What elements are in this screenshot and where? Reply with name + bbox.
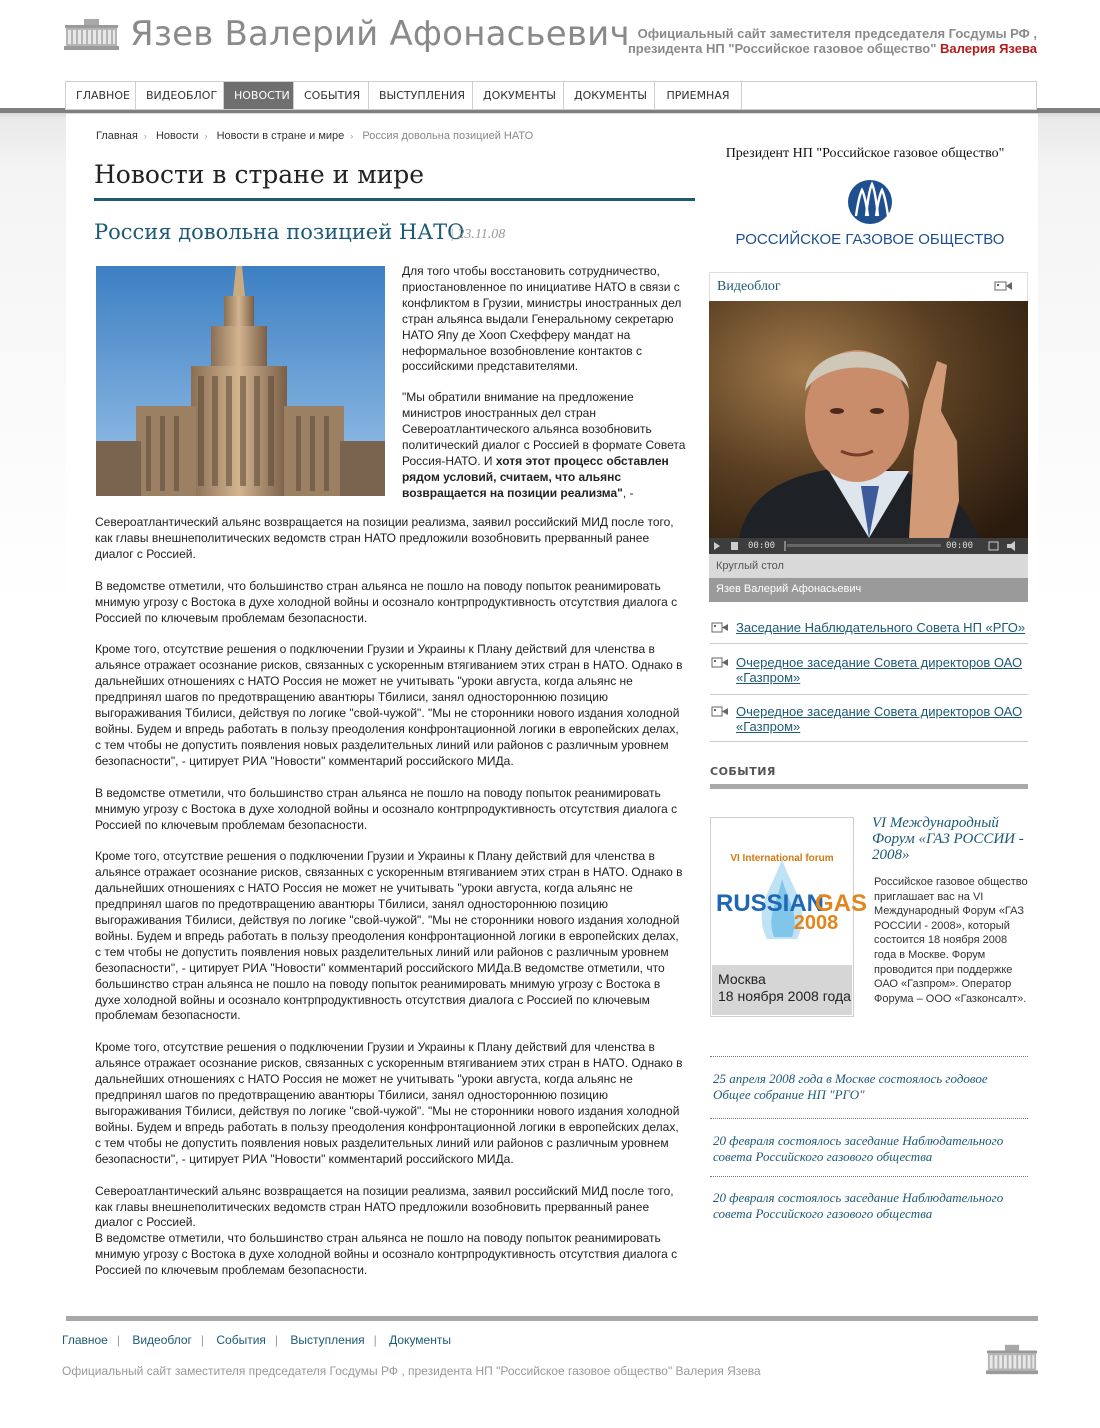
video-link[interactable]	[710, 655, 1028, 685]
footer-link-videoblog[interactable]: Видеоблог	[132, 1333, 192, 1347]
divider	[710, 694, 1028, 695]
event-date: 18 ноября 2008 года	[718, 988, 851, 1004]
page-title: Новости в стране и мире	[94, 160, 425, 189]
rgo-logo[interactable]	[730, 178, 1010, 250]
article-lead	[402, 264, 687, 517]
article-quote	[402, 390, 687, 501]
video-player[interactable]	[709, 301, 1028, 538]
main-nav	[65, 81, 1037, 110]
breadcrumb-separator-icon: ›	[143, 131, 147, 141]
nav-item-documents[interactable]: ДОКУМЕНТЫ	[473, 82, 564, 109]
video-camera-icon	[711, 657, 729, 668]
nav-item-videoblog[interactable]: ВИДЕОБЛОГ	[136, 82, 224, 109]
events-heading: СОБЫТИЯ	[710, 765, 776, 778]
video-link[interactable]	[710, 704, 1028, 734]
footer-link-speeches[interactable]: Выступления	[290, 1333, 365, 1347]
video-link-label[interactable]: Очередное заседание Совета директоров ОАО «Газпром»	[736, 655, 1023, 685]
article-paragraph: Кроме того, отсутствие решения о подключении Грузии и Украины к Плану действий для членства в альянсе отражает осознание рисков, связанных с ускоренным втягиванием этих стран в НАТО. Однако в дальнейших отношениях с НАТО Россия не может не учитывать "уроки августа, когда альянс не предпринял шагов по предотвращению авантюры Тбилиси, занял одностороннюю позицию выгораживания Тбилиси, действуя по логике "свой-чужой". "Мы не сторонники нового издания холодной войны. Будем и впредь работать в пользу преодоления конфронтационной логики в европейских делах, с тем чтобы не допустить появления новых разделительных линий или районов с различным уровнем безопасности", - цитирует РИА "Новости" комментарий российского МИДа.	[95, 1040, 683, 1166]
volume-icon	[1007, 541, 1015, 551]
divider	[710, 643, 1028, 644]
site-description-line2: президента НП "Российское газовое общество"	[627, 41, 937, 56]
event-place-date	[712, 965, 852, 1015]
site-description-name: Валерия Язева	[940, 41, 1037, 56]
play-icon	[714, 542, 720, 550]
breadcrumb-current: Россия довольна позицией НАТО	[362, 130, 534, 142]
article-date: | 23.11.08	[450, 227, 506, 242]
rgo-logo-text: РОССИЙСКОЕ ГАЗОВОЕ ОБЩЕСТВО	[735, 231, 1005, 248]
duma-building-icon[interactable]	[64, 18, 119, 50]
site-description	[617, 26, 1037, 56]
video-controls	[709, 538, 1028, 554]
duma-building-icon	[986, 1343, 1038, 1375]
article-paragraph: Североатлантический альянс возвращается на позиции реализма, заявил российский МИД после того, как главы внешнеполитических ведомств стран НАТО предложили возобновить прерванный ранее диалог с Россией.	[95, 515, 674, 561]
video-camera-icon	[711, 622, 729, 633]
article-paragraph: В ведомстве отметили, что большинство стран альянса не пошло на поводу попыток реанимировать мнимую угрозу с Востока в духе холодной войны и осознало контрпродуктивность отсутствия диалога с Россией по ключевым проблемам безопасности.	[95, 785, 678, 832]
video-link-label[interactable]: Заседание Наблюдательного Совета НП «РГО»	[736, 620, 1026, 635]
video-camera-icon	[994, 280, 1014, 292]
event-list-item[interactable]: 20 февраля состоялось заседание Наблюдательного совета Российского газового общества	[713, 1190, 1004, 1221]
russian-gas-banner[interactable]	[712, 819, 868, 965]
divider	[710, 1118, 1028, 1119]
article-last-paragraph-a: Североатлантический альянс возвращается на позиции реализма, заявил российский МИД после того, как главы внешнеполитических ведомств стран НАТО предложили возобновить прерванный ранее диалог с Россией.	[95, 1183, 674, 1230]
event-description: Российское газовое общество приглашает вас на VI Международный Форум «ГАЗ РОССИИ - 2008», который состоится 18 ноября 2008 года в Москве. Форум проводится при поддержке ОАО «Газпром». Оператор Форума – ООО «Газконсалт».	[874, 876, 1028, 1005]
banner-year-text: 2008	[793, 912, 839, 934]
footer-nav	[62, 1333, 451, 1347]
article-paragraph: Кроме того, отсутствие решения о подключении Грузии и Украины к Плану действий для членства в альянсе отражает осознание рисков, связанных с ускоренным втягиванием этих стран в НАТО. Однако в дальнейших отношениях с НАТО Россия не может не учитывать "уроки августа, когда альянс не предпринял шагов по предотвращению авантюры Тбилиси, занял одностороннюю позицию выгораживания Тбилиси, действуя по логике "свой-чужой". "Мы не сторонники нового издания холодной войны. Будем и впредь работать в пользу преодоления конфронтационной логики в европейских делах, с тем чтобы не допустить появления новых разделительных линий или районов с различным уровнем безопасности", - цитирует РИА "Новости" комментарий российского МИДа.В ведомстве отметили, что большинство стран альянса не пошло на поводу попыток реанимировать мнимую угрозу с Востока в духе холодной войны и осознало контрпродуктивность отсутствия диалога с Россией по ключевым проблемам безопасности.	[95, 849, 683, 1023]
site-header	[0, 0, 1100, 80]
video-link-label[interactable]: Очередное заседание Совета директоров ОАО «Газпром»	[736, 704, 1023, 734]
video-camera-icon	[711, 706, 729, 717]
breadcrumb-separator-icon: ›	[204, 131, 208, 141]
events-divider	[710, 784, 1028, 789]
stop-icon	[731, 542, 738, 550]
fullscreen-icon	[989, 542, 998, 550]
footer-link-documents[interactable]: Документы	[389, 1333, 451, 1347]
article-title: Россия довольна позицией НАТО	[94, 220, 465, 244]
footer-link-events[interactable]: События	[216, 1333, 266, 1347]
breadcrumb-world-news[interactable]: Новости в стране и мире	[216, 130, 345, 142]
nav-item-speeches[interactable]: ВЫСТУПЛЕНИЯ	[369, 82, 473, 109]
site-description-line1: Официальный сайт заместителя председателя Госдумы РФ ,	[637, 26, 1037, 41]
banner-main-text-2: GAS	[815, 890, 868, 917]
article-paragraph	[95, 1184, 685, 1279]
article-quote-end: , -	[622, 485, 634, 500]
event-place: Москва	[718, 971, 766, 987]
article-paragraph: В ведомстве отметили, что большинство стран альянса не пошло на поводу попыток реанимировать мнимую угрозу с Востока в духе холодной войны и осознало контрпродуктивность отсутствия диалога с Россией по ключевым проблемам безопасности.	[95, 578, 678, 625]
video-caption-author: Язев Валерий Афонасьевич	[709, 578, 1028, 602]
breadcrumb	[96, 130, 539, 142]
breadcrumb-home[interactable]: Главная	[96, 130, 138, 142]
banner-top-text: VI International forum	[730, 853, 834, 864]
footer-copyright: Официальный сайт заместителя председателя Госдумы РФ , президента НП "Российское газовое общество" Валерия Язева	[62, 1364, 761, 1378]
video-link[interactable]	[710, 620, 1028, 635]
footer-separator: |	[116, 1333, 120, 1347]
article-body	[95, 515, 685, 1295]
event-list-item[interactable]: 25 апреля 2008 года в Москве состоялось годовое Общее собрание НП "РГО"	[713, 1071, 988, 1102]
video-caption-title: Круглый стол	[709, 554, 1028, 578]
article-last-paragraph-b: В ведомстве отметили, что большинство стран альянса не пошло на поводу попыток реанимировать мнимую угрозу с Востока в духе холодной войны и осознало контрпродуктивность отсутствия диалога с Россией по ключевым проблемам безопасности.	[95, 1231, 678, 1278]
article-photo	[96, 266, 385, 496]
video-time-current: 00:00	[748, 541, 776, 551]
title-divider	[94, 198, 695, 201]
footer-separator: |	[373, 1333, 377, 1347]
footer-link-main[interactable]: Главное	[62, 1333, 108, 1347]
divider	[710, 1176, 1028, 1177]
footer-separator: |	[200, 1333, 205, 1347]
breadcrumb-news[interactable]: Новости	[155, 130, 199, 142]
video-heading[interactable]: Видеоблог	[717, 279, 781, 294]
divider	[710, 1056, 1028, 1057]
president-title: Президент НП "Российское газовое общество"	[725, 146, 1005, 161]
footer-separator: |	[274, 1333, 279, 1347]
nav-item-news[interactable]: НОВОСТИ	[224, 82, 294, 109]
nav-item-main[interactable]: ГЛАВНОЕ	[66, 82, 136, 109]
event-list-item[interactable]: 20 февраля состоялось заседание Наблюдательного совета Российского газового общества	[713, 1133, 1004, 1164]
site-name[interactable]: Язев Валерий Афонасьевич	[130, 14, 630, 54]
video-time-total: 00:00	[946, 541, 974, 551]
nav-item-documents-2[interactable]: ДОКУМЕНТЫ	[564, 82, 655, 109]
event-title[interactable]: VI Международный Форум «ГАЗ РОССИИ - 2008»	[872, 815, 1024, 863]
banner-main-text-1: RUSSIAN	[716, 890, 825, 917]
footer-divider	[66, 1316, 1038, 1321]
article-paragraph: Кроме того, отсутствие решения о подключении Грузии и Украины к Плану действий для членства в альянсе отражает осознание рисков, связанных с ускоренным втягиванием этих стран в НАТО. Однако в дальнейших отношениях с НАТО Россия не может не учитывать "уроки августа, когда альянс не предпринял шагов по предотвращению авантюры Тбилиси, занял одностороннюю позицию выгораживания Тбилиси, действуя по логике "свой-чужой". "Мы не сторонники нового издания холодной войны. Будем и впредь работать в пользу преодоления конфронтационной логики в европейских делах, с тем чтобы не допустить появления новых разделительных линий или районов с различным уровнем безопасности", - цитирует РИА "Новости" комментарий российского МИДа.	[95, 642, 683, 768]
article-lead-paragraph: Для того чтобы восстановить сотрудничество, приостановленное по инициативе НАТО в связи с конфликтом в Грузии, министры иностранных дел стран альянса выдали Генеральному секретарю НАТО Япу де Хооп Схефферу мандат на неформальное возобновление контактов с российскими представителями.	[402, 264, 682, 374]
divider	[710, 741, 1028, 742]
breadcrumb-separator-icon: ›	[350, 131, 354, 141]
article-quote-bold: хотя этот процесс обставлен рядом условий, считаем, что альянс возвращается на позиции реализма"	[402, 453, 669, 500]
article-quote-start: "Мы обратили внимание на предложение министров иностранных дел стран Североатлантического альянса возобновить политический диалог с Россией в формате Совета Россия-НАТО. И	[402, 390, 686, 468]
nav-item-events[interactable]: СОБЫТИЯ	[294, 82, 369, 109]
nav-item-reception[interactable]: ПРИЕМНАЯ	[655, 82, 742, 109]
